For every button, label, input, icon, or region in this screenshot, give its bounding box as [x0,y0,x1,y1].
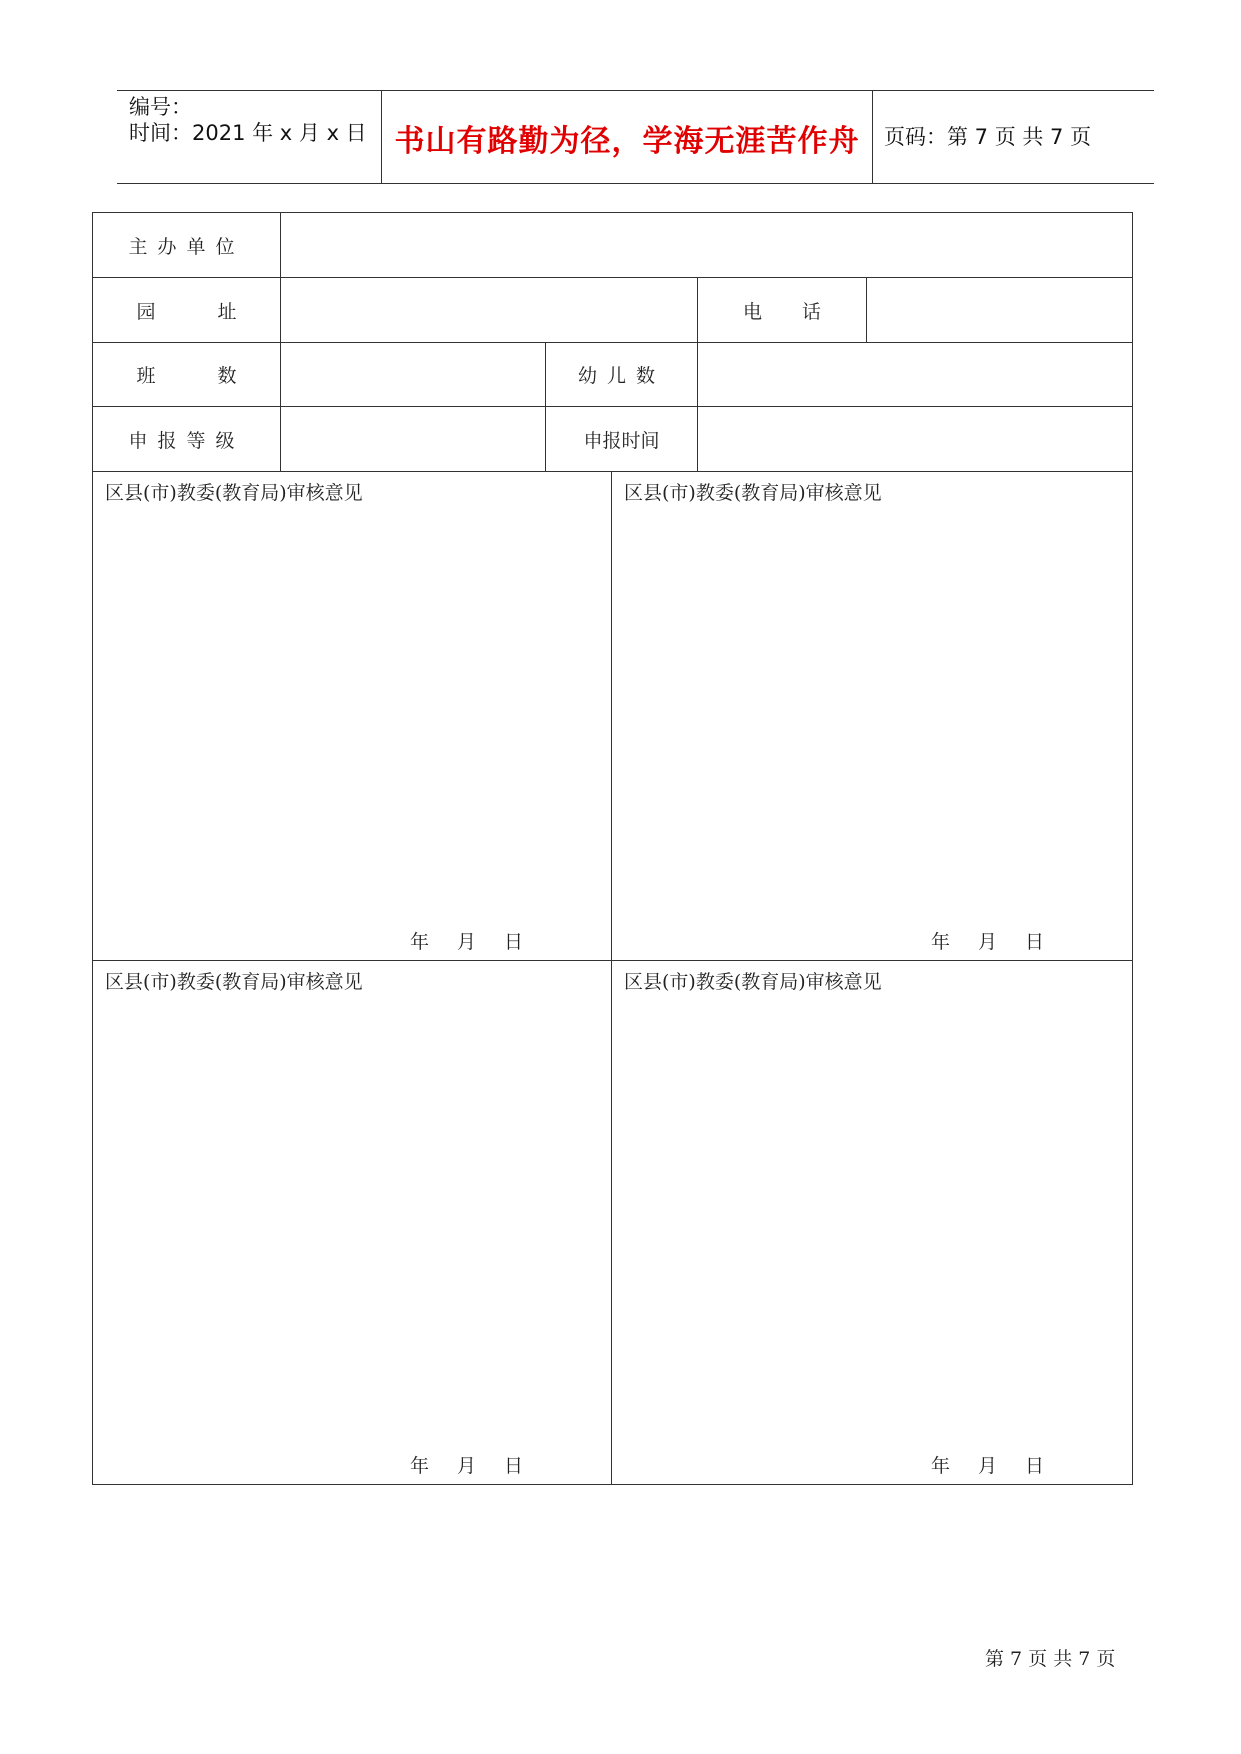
review-opinion-date: 年 月 日 [409,931,523,953]
review-opinion-title: 区县(市)教委(教育局)审核意见 [105,482,363,504]
review-opinion-box[interactable] [612,961,1133,1485]
apply-time-label: 申报时间 [546,407,698,472]
children-count-field[interactable] [698,343,1133,407]
apply-time-field[interactable] [698,407,1133,472]
document-number-label: 编号： [129,95,192,119]
organizer-field[interactable] [281,213,1133,278]
application-form [92,212,1133,1485]
class-count-field[interactable] [281,343,546,407]
review-opinion-title: 区县(市)教委(教育局)审核意见 [624,482,882,504]
address-label: 园 址 [93,278,281,343]
level-label: 申报等级 [93,407,281,472]
organizer-label: 主办单位 [93,213,281,278]
review-opinion-date: 年 月 日 [931,1455,1045,1477]
header-page-info: 页码：第 7 页 共 7 页 [884,125,1092,149]
header-divider-right [872,90,873,184]
review-opinion-date: 年 月 日 [409,1455,523,1477]
review-opinion-box[interactable] [93,472,612,961]
phone-label: 电 话 [698,278,867,343]
header-bottom-rule [117,183,1154,184]
header-motto: 书山有路勤为径，学海无涯苦作舟 [394,124,860,159]
footer-page-number: 第 7 页 共 7 页 [985,1648,1116,1670]
header-top-rule [117,90,1154,91]
children-count-label: 幼儿数 [546,343,698,407]
class-count-label: 班 数 [93,343,281,407]
review-opinion-title: 区县(市)教委(教育局)审核意见 [105,971,363,993]
document-time: 时间：2021 年 x 月 x 日 [129,121,367,145]
address-field[interactable] [281,278,698,343]
phone-field[interactable] [867,278,1133,343]
review-opinion-box[interactable] [93,961,612,1485]
review-opinion-box[interactable] [612,472,1133,961]
level-field[interactable] [281,407,546,472]
review-opinion-date: 年 月 日 [931,931,1045,953]
review-opinion-title: 区县(市)教委(教育局)审核意见 [624,971,882,993]
